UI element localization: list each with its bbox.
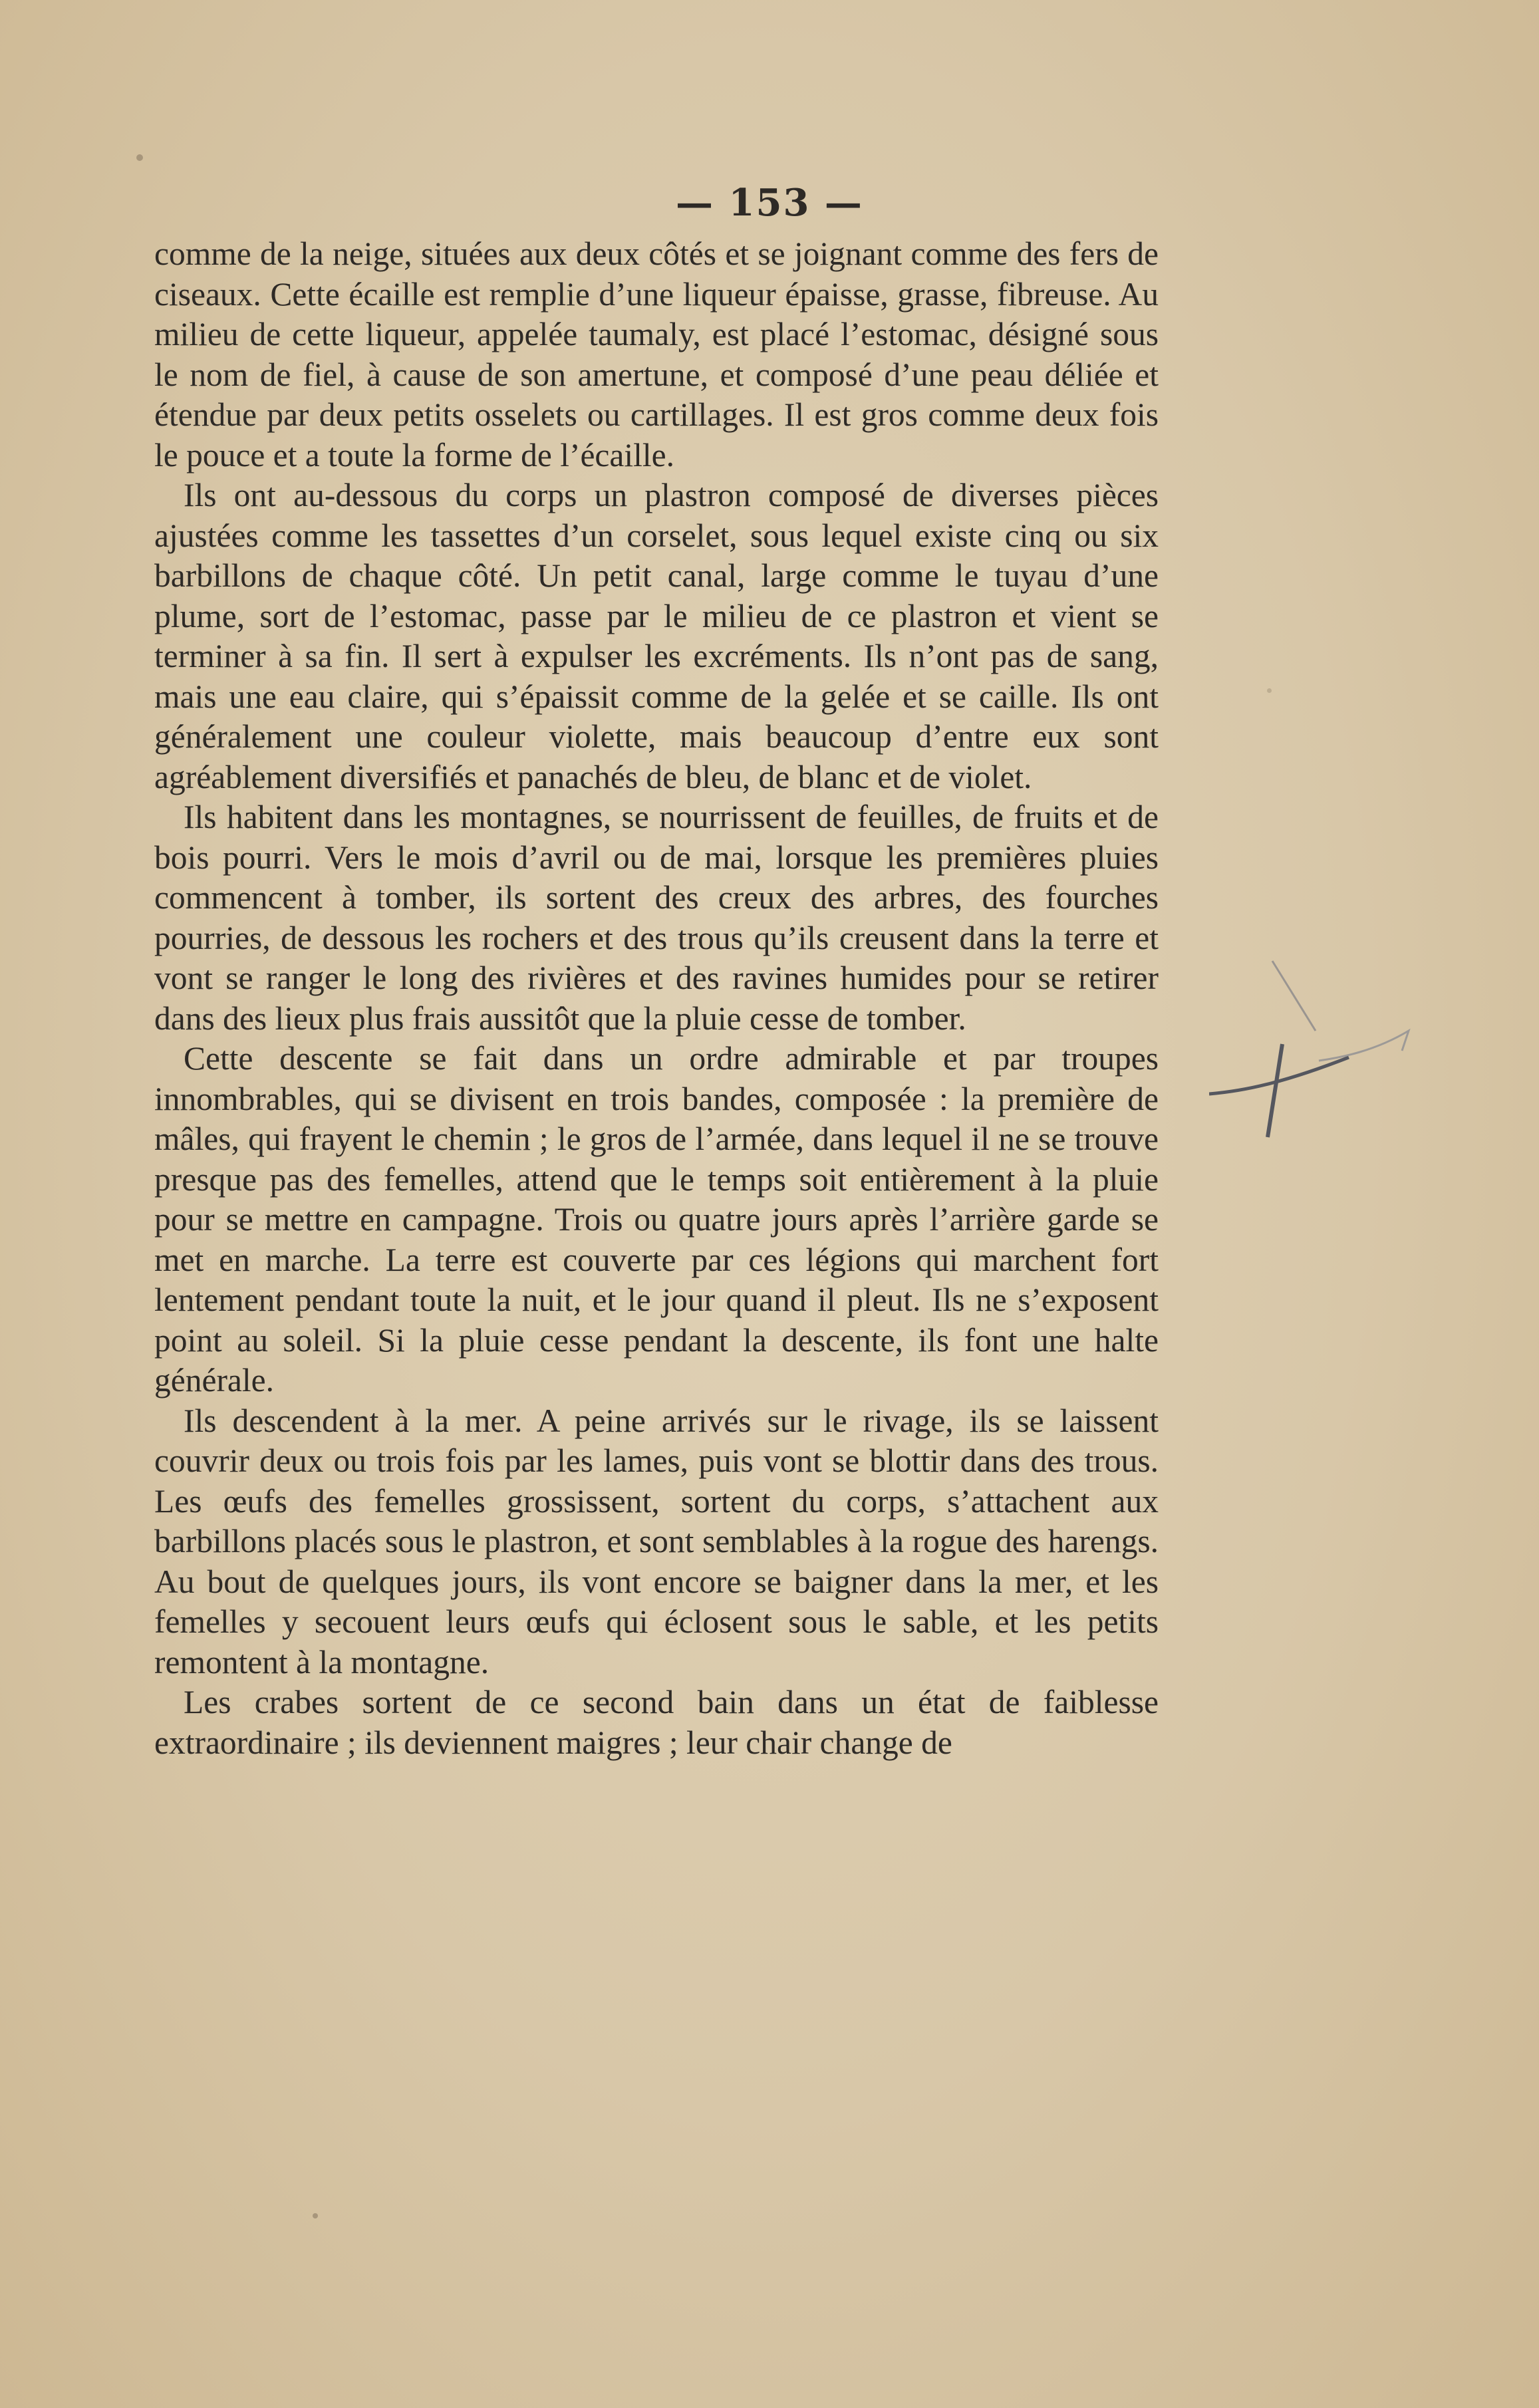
paper-spot — [313, 2213, 318, 2218]
paragraph-3: Ils habitent dans les montagnes, se nourrissent de feuilles, de fruits et de bois pourri. Vers le mois d’avril ou de mai, lorsque les premières pluies commencent à tomber, ils sortent des creux des arbres, des fourches pourries, de dessous les rochers et des trous qu’ils creusent dans la terre et vont se ranger le long des rivières et des ravines humides pour se retirer dans des lieux plus frais aussitôt que la pluie cesse de tomber. — [154, 799, 1159, 1037]
pencil-cross-mark-icon — [1209, 958, 1422, 1144]
paragraph-1: comme de la neige, situées aux deux côtés et se joignant comme des fers de ciseaux. Cette écaille est remplie d’une liqueur épaisse, grasse, fibreuse. Au milieu de cette liqueur, appelée taumaly, est placé l’estomac, désigné sous le nom de fiel, à cause de son amertune, et composé d’une peau déliée et étendue par deux petits osselets ou cartillages. Il est gros comme deux fois le pouce et a toute la forme de l’écaille. — [154, 235, 1159, 473]
paragraph-4: Cette descente se fait dans un ordre admirable et par troupes innombrables, qui se divisent en trois bandes, composée : la première de mâles, qui frayent le chemin ; le gros de l’armée, dans lequel il ne se trouve presque pas des femelles, attend que le temps soit entièrement à la pluie pour se mettre en campagne. Trois ou quatre jours après l’arrière garde se met en marche. La terre est couverte par ces légions qui marchent fort lentement pendant toute la nuit, et le jour quand il pleut. Ils ne s’exposent point au soleil. Si la pluie cesse pendant la descente, ils font une halte générale. — [154, 1040, 1159, 1399]
paragraph-6: Les crabes sortent de ce second bain dans un état de faiblesse extraordinaire ; ils deviennent maigres ; leur chair change de — [154, 1684, 1159, 1761]
paragraph-2: Ils ont au-dessous du corps un plastron composé de diverses pièces ajustées comme les tassettes d’un corselet, sous lequel existe cinq ou six barbillons de chaque côté. Un petit canal, large comme le tuyau d’une plume, sort de l’estomac, passe par le milieu de ce plastron et vient se terminer à sa fin. Il sert à expulser les excréments. Ils n’ont pas de sang, mais une eau claire, qui s’épaissit comme de la gelée et se caille. Ils ont généralement une couleur violette, mais beaucoup d’entre eux sont agréablement diversifiés et panachés de bleu, de blanc et de violet. — [154, 477, 1159, 795]
paper-spot — [136, 154, 143, 161]
body-text — [154, 234, 1159, 1763]
page-number: — 153 — — [676, 181, 863, 225]
paragraph-5: Ils descendent à la mer. A peine arrivés sur le rivage, ils se laissent couvrir deux ou trois fois par les lames, puis vont se blottir dans des trous. Les œufs des femelles grossissent, sortent du corps, s’attachent aux barbillons placés sous le plastron, et sont semblables à la rogue des harengs. Au bout de quelques jours, ils vont encore se baigner dans la mer, et les femelles y secouent leurs œufs qui éclosent sous le sable, et les petits remontent à la montagne. — [154, 1402, 1159, 1680]
paper-spot — [1267, 688, 1272, 693]
